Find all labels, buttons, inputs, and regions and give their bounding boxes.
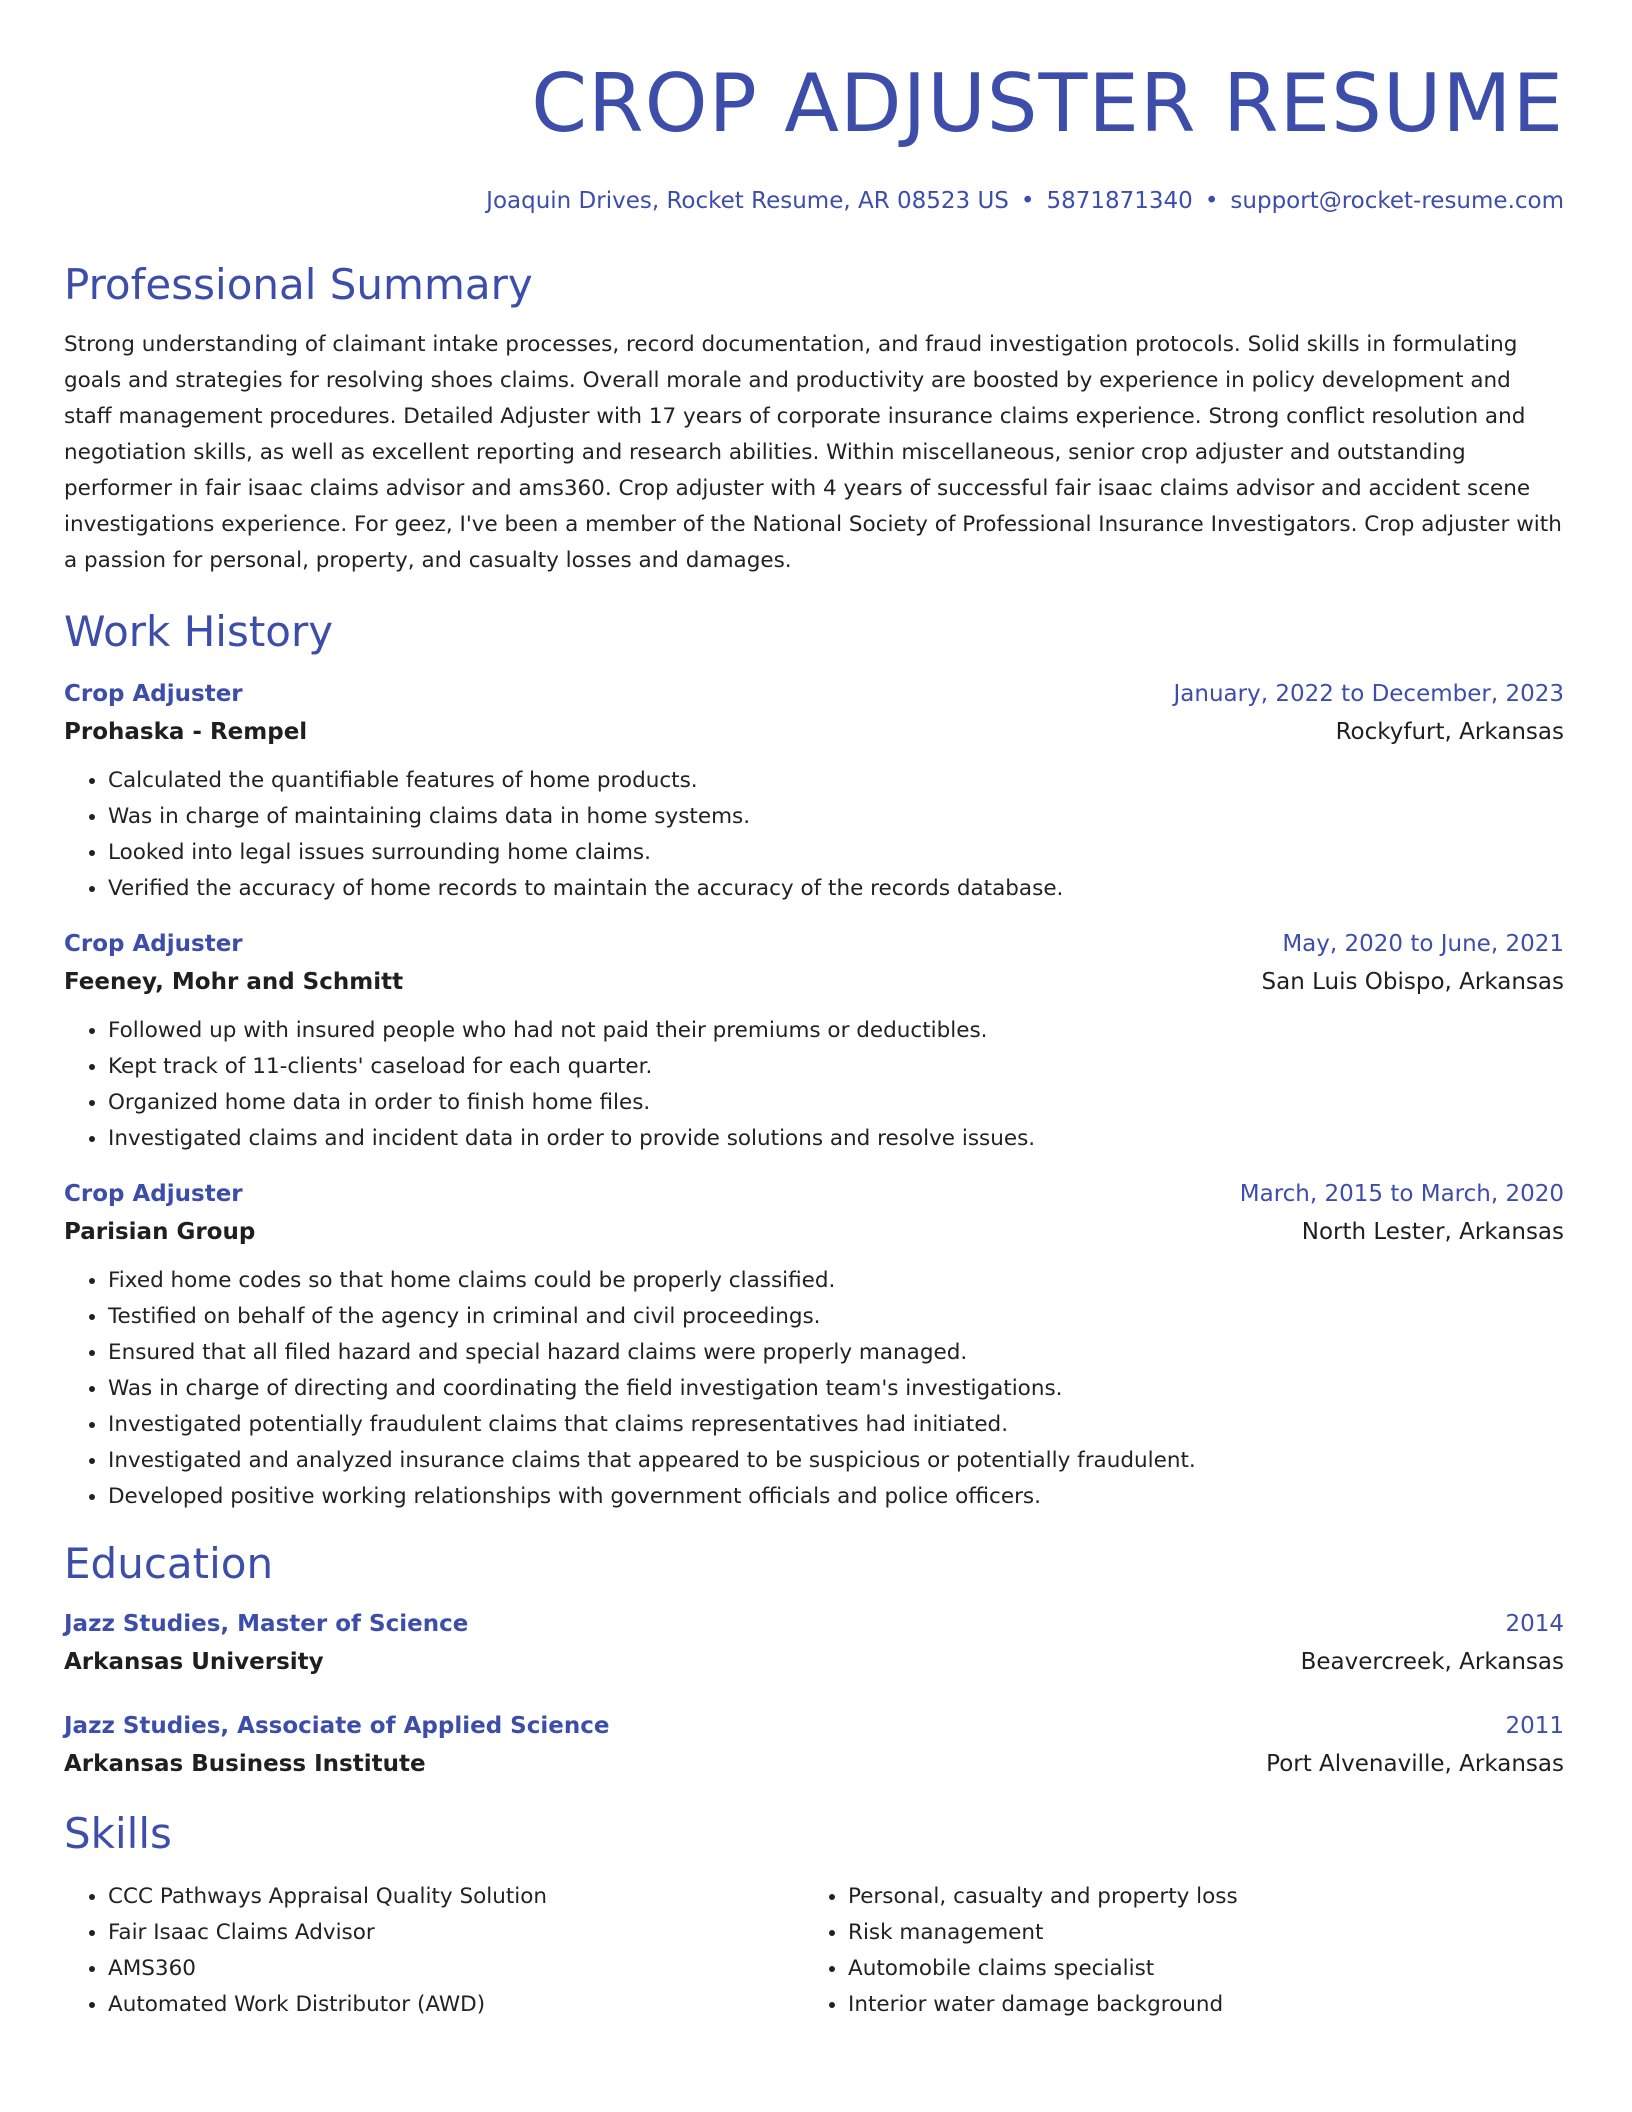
- contact-address: Joaquin Drives, Rocket Resume, AR 08523 US: [486, 188, 1009, 214]
- degree: Jazz Studies, Associate of Applied Science: [64, 1713, 610, 1739]
- job-dates: May, 2020 to June, 2021: [1282, 931, 1564, 957]
- job-bullet: • Organized home data in order to finish home files.: [108, 1085, 1564, 1121]
- school-name: Arkansas Business Institute: [64, 1751, 426, 1777]
- job-bullet: • Ensured that all filed hazard and special hazard claims were properly managed.: [108, 1335, 1564, 1371]
- skills-columns: [64, 1879, 1564, 2023]
- resume-page: [64, 0, 1564, 2023]
- job-location: Rockyfurt, Arkansas: [1335, 719, 1564, 745]
- job-location: San Luis Obispo, Arkansas: [1261, 969, 1564, 995]
- contact-line: [64, 186, 1564, 216]
- work-history-heading: Work History: [64, 607, 334, 656]
- job-bullet: • Fixed home codes so that home claims could be properly classified.: [108, 1263, 1564, 1299]
- job-bullet: • Kept track of 11-clients' caseload for each quarter.: [108, 1049, 1564, 1085]
- job-bullets: [64, 763, 1564, 907]
- school-location: Port Alvenaville, Arkansas: [1266, 1751, 1564, 1777]
- graduation-year: 2014: [1505, 1611, 1564, 1637]
- education-entry: [64, 1711, 1564, 1779]
- resume-title: CROP ADJUSTER RESUME: [531, 57, 1564, 150]
- job-dates: March, 2015 to March, 2020: [1239, 1181, 1564, 1207]
- job-bullet: • Investigated potentially fraudulent claims that claims representatives had initiated.: [108, 1407, 1564, 1443]
- job-company: Feeney, Mohr and Schmitt: [64, 969, 404, 995]
- skill-item: • CCC Pathways Appraisal Quality Solution: [108, 1879, 804, 1915]
- job-entry: [64, 679, 1564, 907]
- job-company: Parisian Group: [64, 1219, 256, 1245]
- job-bullet: • Calculated the quantifiable features of home products.: [108, 763, 1564, 799]
- job-title: Crop Adjuster: [64, 681, 243, 707]
- skill-item: • Fair Isaac Claims Advisor: [108, 1915, 804, 1951]
- job-location: North Lester, Arkansas: [1301, 1219, 1564, 1245]
- job-bullet: • Was in charge of maintaining claims data in home systems.: [108, 799, 1564, 835]
- skills-heading: Skills: [64, 1809, 172, 1858]
- skill-item: • Interior water damage background: [848, 1987, 1544, 2023]
- skills-list-right: [804, 1879, 1544, 2023]
- job-bullet: • Investigated claims and incident data in order to provide solutions and resolve issues.: [108, 1121, 1564, 1157]
- degree: Jazz Studies, Master of Science: [64, 1611, 469, 1637]
- job-entry: [64, 929, 1564, 1157]
- skill-item: • Risk management: [848, 1915, 1544, 1951]
- job-dates: January, 2022 to December, 2023: [1173, 681, 1564, 707]
- skill-item: • Personal, casualty and property loss: [848, 1879, 1544, 1915]
- job-company: Prohaska - Rempel: [64, 719, 308, 745]
- job-bullet: • Developed positive working relationships with government officials and police officers.: [108, 1479, 1564, 1515]
- job-bullet: • Followed up with insured people who had not paid their premiums or deductibles.: [108, 1013, 1564, 1049]
- job-bullets: [64, 1013, 1564, 1157]
- contact-email: support@rocket-resume.com: [1230, 188, 1564, 214]
- education-heading: Education: [64, 1539, 274, 1588]
- skill-item: • AMS360: [108, 1951, 804, 1987]
- job-bullet: • Investigated and analyzed insurance claims that appeared to be suspicious or potentially fraudulent.: [108, 1443, 1564, 1479]
- contact-phone: 5871871340: [1046, 188, 1193, 214]
- school-location: Beavercreek, Arkansas: [1300, 1649, 1564, 1675]
- job-bullet: • Looked into legal issues surrounding home claims.: [108, 835, 1564, 871]
- summary-heading: Professional Summary: [64, 260, 533, 309]
- job-entry: [64, 1179, 1564, 1515]
- job-title: Crop Adjuster: [64, 1181, 243, 1207]
- graduation-year: 2011: [1505, 1713, 1564, 1739]
- contact-separator: •: [1020, 188, 1035, 214]
- job-bullet: • Testified on behalf of the agency in criminal and civil proceedings.: [108, 1299, 1564, 1335]
- school-name: Arkansas University: [64, 1649, 324, 1675]
- job-title: Crop Adjuster: [64, 931, 243, 957]
- contact-separator: •: [1204, 188, 1219, 214]
- job-bullets: [64, 1263, 1564, 1515]
- skills-list-left: [64, 1879, 804, 2023]
- education-entry: [64, 1609, 1564, 1677]
- job-bullet: • Verified the accuracy of home records to maintain the accuracy of the records database.: [108, 871, 1564, 907]
- skill-item: • Automobile claims specialist: [848, 1951, 1544, 1987]
- summary-text: Strong understanding of claimant intake processes, record documentation, and fraud investigation protocols. Solid skills in formulating goals and strategies for resolving shoes claims. Overall morale and productivity are boosted by experience in policy development and staff management procedures. Detailed Adjuster with 17 years of corporate insurance claims experience. Strong conflict resolution and negotiation skills, as well as excellent reporting and research abilities. Within miscellaneous, senior crop adjuster and outstanding performer in fair isaac claims advisor and ams360. Crop adjuster with 4 years of successful fair isaac claims advisor and accident scene investigations experience. For geez, I've been a member of the National Society of Professional Insurance Investigators. Crop adjuster with a passion for personal, property, and casualty losses and damages.: [64, 332, 1562, 573]
- job-bullet: • Was in charge of directing and coordinating the field investigation team's investigations.: [108, 1371, 1564, 1407]
- skill-item: • Automated Work Distributor (AWD): [108, 1987, 804, 2023]
